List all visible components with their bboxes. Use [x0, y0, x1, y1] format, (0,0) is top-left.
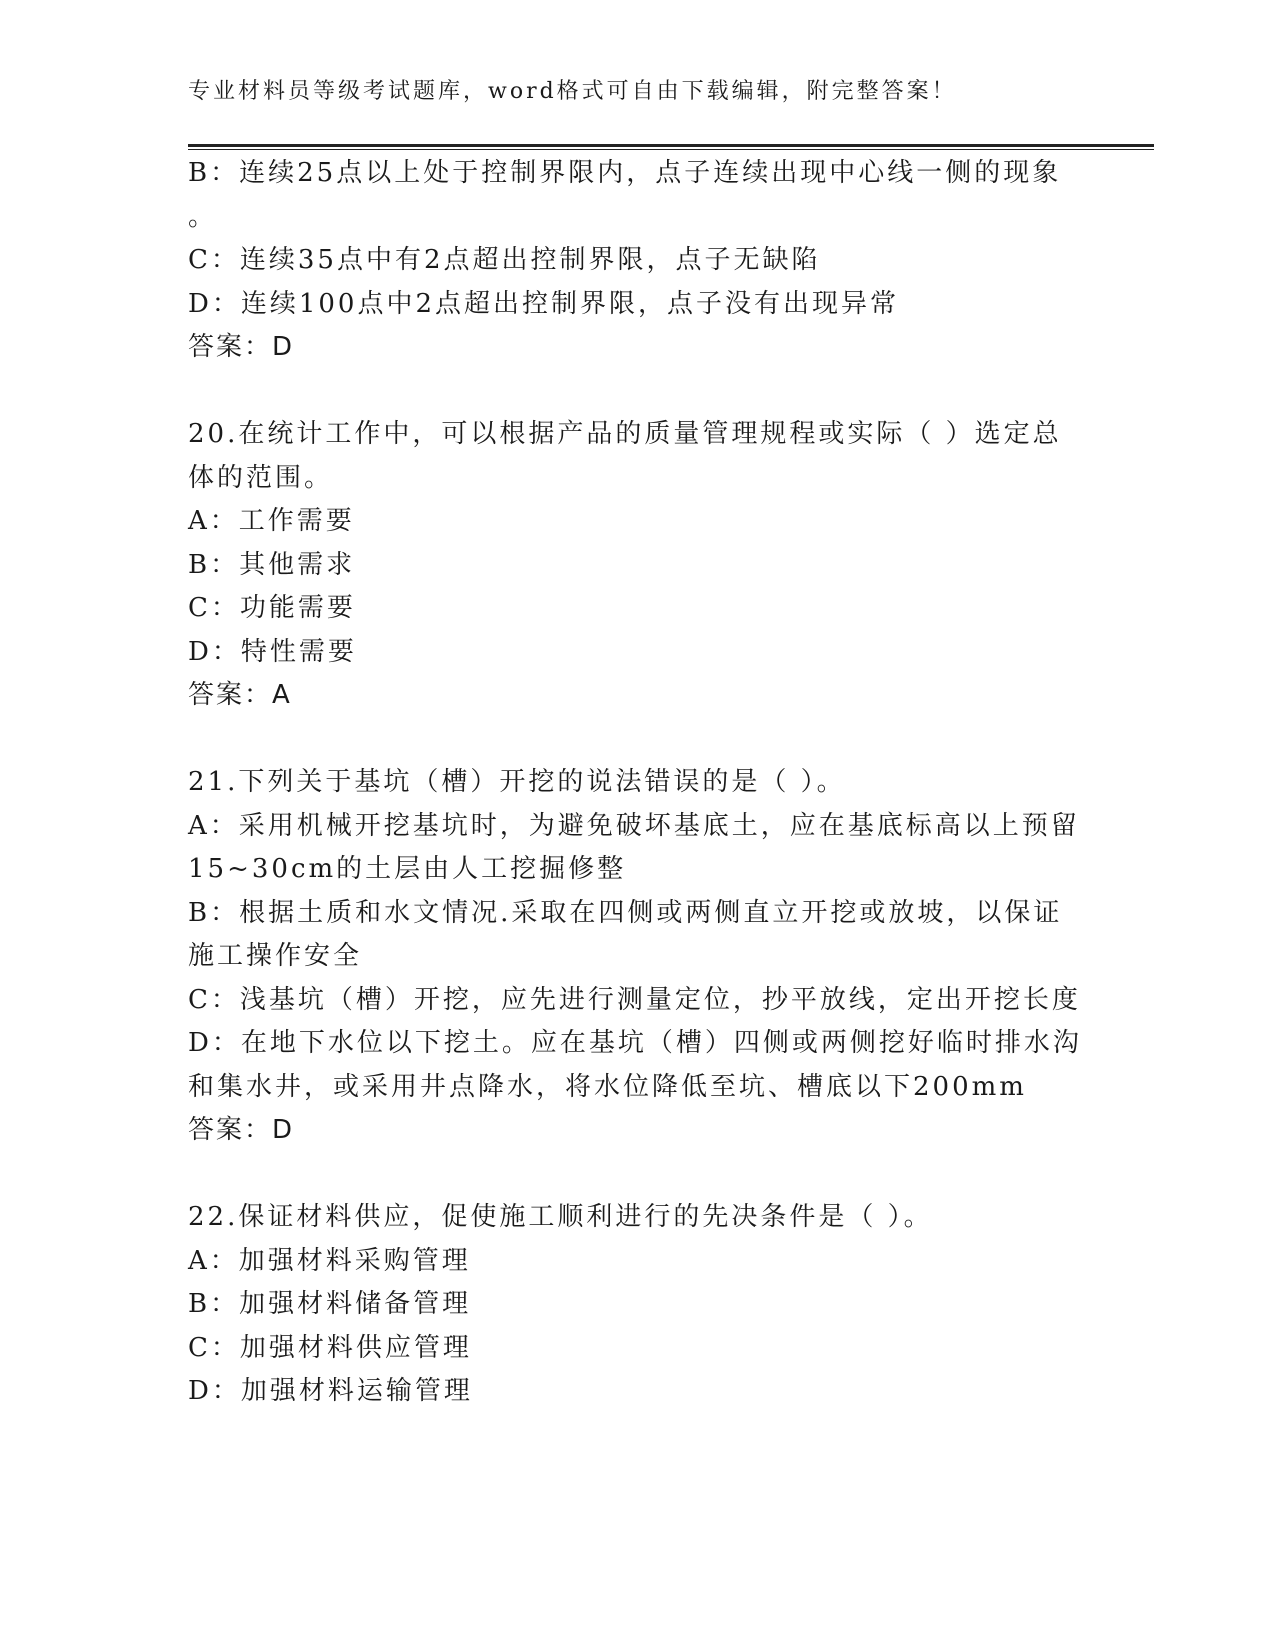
q19-option-b-line1: B：连续25点以上处于控制界限内，点子连续出现中心线一侧的现象 — [188, 158, 1062, 188]
q19-answer: 答案：D — [188, 332, 295, 362]
page-header: 专业材料员等级考试题库，word格式可自由下载编辑，附完整答案！ — [188, 79, 957, 104]
q20-option-d: D：特性需要 — [188, 637, 357, 667]
q21-option-d-line1: D：在地下水位以下挖土。应在基坑（槽）四侧或两侧挖好临时排水沟 — [188, 1028, 1082, 1058]
q20-answer: 答案：A — [188, 680, 292, 710]
q22-option-d: D：加强材料运输管理 — [188, 1376, 473, 1406]
q21-option-d-line2: 和集水井，或采用井点降水，将水位降低至坑、槽底以下200mm — [188, 1072, 1027, 1102]
header-divider — [188, 144, 1154, 150]
q19-option-b-line2: 。 — [188, 202, 218, 232]
q21-stem: 21.下列关于基坑（槽）开挖的说法错误的是（ ）。 — [188, 767, 846, 797]
q19-option-c: C：连续35点中有2点超出控制界限，点子无缺陷 — [188, 245, 821, 275]
q22-option-c: C：加强材料供应管理 — [188, 1333, 472, 1363]
q21-option-a-line2: 15~30cm的土层由人工挖掘修整 — [188, 854, 627, 884]
q20-option-b: B：其他需求 — [188, 550, 356, 580]
q19-option-d: D：连续100点中2点超出控制界限，点子没有出现异常 — [188, 289, 900, 319]
q21-option-b-line1: B：根据土质和水文情况.采取在四侧或两侧直立开挖或放坡，以保证 — [188, 898, 1063, 928]
q20-option-a: A：工作需要 — [188, 506, 355, 536]
q20-option-c: C：功能需要 — [188, 593, 356, 623]
q22-stem: 22.保证材料供应，促使施工顺利进行的先决条件是（ ）。 — [188, 1202, 933, 1232]
q20-stem-line1: 20.在统计工作中，可以根据产品的质量管理规程或实际（ ）选定总 — [188, 419, 1062, 449]
q21-answer: 答案：D — [188, 1115, 295, 1145]
q21-option-c: C：浅基坑（槽）开挖，应先进行测量定位，抄平放线，定出开挖长度 — [188, 985, 1081, 1015]
q20-stem-line2: 体的范围。 — [188, 463, 334, 493]
q22-option-b: B：加强材料储备管理 — [188, 1289, 472, 1319]
q22-option-a: A：加强材料采购管理 — [188, 1246, 471, 1276]
q21-option-a-line1: A：采用机械开挖基坑时，为避免破坏基底土，应在基底标高以上预留 — [188, 811, 1080, 841]
q21-option-b-line2: 施工操作安全 — [188, 941, 363, 971]
